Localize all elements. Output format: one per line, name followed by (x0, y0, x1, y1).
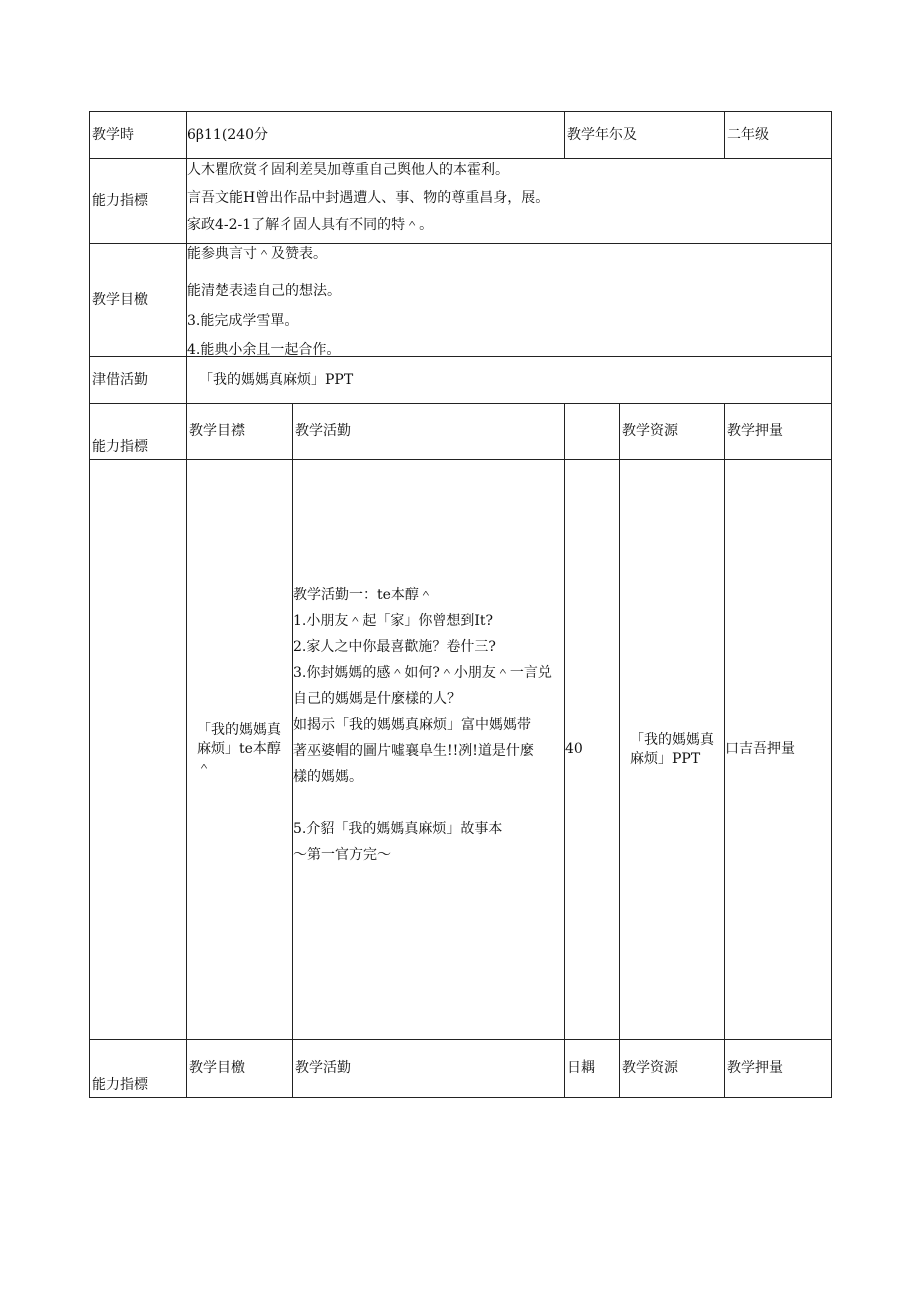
activity-prep-label: 津借活勤 (90, 357, 187, 404)
section1-resource-header: 教学资源 (620, 404, 725, 460)
ability-row (90, 159, 832, 244)
ability-lines (187, 159, 832, 244)
section2-ability-header: 能力指標 (90, 1040, 187, 1098)
section1-header-row (90, 404, 832, 460)
section1-goal-header: 教学目襟 (187, 404, 293, 460)
goal-line: 能清楚表逵自己的想法。 (187, 283, 341, 299)
hours-value: 6β11(240分 (187, 112, 565, 159)
activity-line: 3.你封媽媽的感＾如何?＾小朋友＾一言兑 (293, 665, 552, 681)
activity-line: 5.介貂「我的媽媽真麻烦」故事本 (293, 821, 503, 837)
ability-line: 家政4-2-1了解彳固人具有不同的特＾。 (187, 217, 434, 233)
activity-line (293, 790, 562, 816)
goal-line: 4.能典小余且一起合作。 (187, 342, 341, 358)
activity-line: 〜第一官方完〜 (293, 847, 391, 863)
activity-line: 樣的媽媽。 (293, 769, 363, 785)
activity-line: 2.家人之中你最喜歡施？卷什三? (293, 639, 496, 655)
section1-activity-cell (293, 460, 565, 1040)
activity-prep-value: 「我的媽媽真麻烦」PPT (187, 357, 832, 404)
goal-line: 3.能完成学雪單。 (187, 313, 299, 329)
activity-line: 1.小朋友＾起「家」你曾想到It? (293, 613, 494, 629)
section1-assessment-cell: 口吉吾押量 (725, 460, 832, 1040)
grade-label: 教学年尓及 (565, 112, 725, 159)
goal-line: 能参典言寸＾及赞表。 (187, 246, 327, 262)
ability-line: 人木瞿欣赏彳固利差昊加尊重自己舆他人的本霍利。 (187, 162, 509, 178)
section2-activity-header: 教学活勤 (293, 1040, 565, 1098)
section1-goal-cell: 「我的媽媽真麻烦」te本醇＾ (187, 460, 293, 1040)
section1-ability-cell (90, 460, 187, 1040)
section2-header-row (90, 1040, 832, 1098)
section2-resource-header: 教学资源 (620, 1040, 725, 1098)
section1-time-cell: 40 (565, 460, 620, 1040)
activity-line: 著巫婆帽的圖片噓襄阜生!!冽!道是什麼 (293, 743, 534, 759)
activity-line: 如揭示「我的媽媽真麻烦」富中媽媽带 (293, 717, 531, 733)
section1-body-row (90, 460, 832, 1040)
section1-resource-cell: 「我的媽媽真麻烦」PPT (620, 460, 725, 1040)
section1-assessment-header: 教学押量 (725, 404, 832, 460)
section1-ability-header: 能力指標 (90, 404, 187, 460)
goals-lines (187, 244, 832, 357)
section2-time-header: 日耦 (565, 1040, 620, 1098)
ability-line: 言吾文能H曾出作品中封遇遭人、事、物的尊重昌身，展。 (187, 190, 550, 206)
header-row (90, 112, 832, 159)
section1-activity-header: 教学活勤 (293, 404, 565, 460)
activity-line: 自己的媽媽是什麼樣的人？ (293, 691, 461, 707)
section2-goal-header: 教学目檄 (187, 1040, 293, 1098)
ability-label: 能力指標 (90, 159, 187, 244)
lesson-plan-table (89, 111, 832, 1098)
activity-line: 教学活勤一：te本醇＾ (293, 587, 433, 603)
goals-label: 教学目檄 (90, 244, 187, 357)
activity-prep-row (90, 357, 832, 404)
section1-time-header (565, 404, 620, 460)
section2-assessment-header: 教学押量 (725, 1040, 832, 1098)
goals-row (90, 244, 832, 357)
grade-value: 二年级 (725, 112, 832, 159)
hours-label: 教学時 (90, 112, 187, 159)
